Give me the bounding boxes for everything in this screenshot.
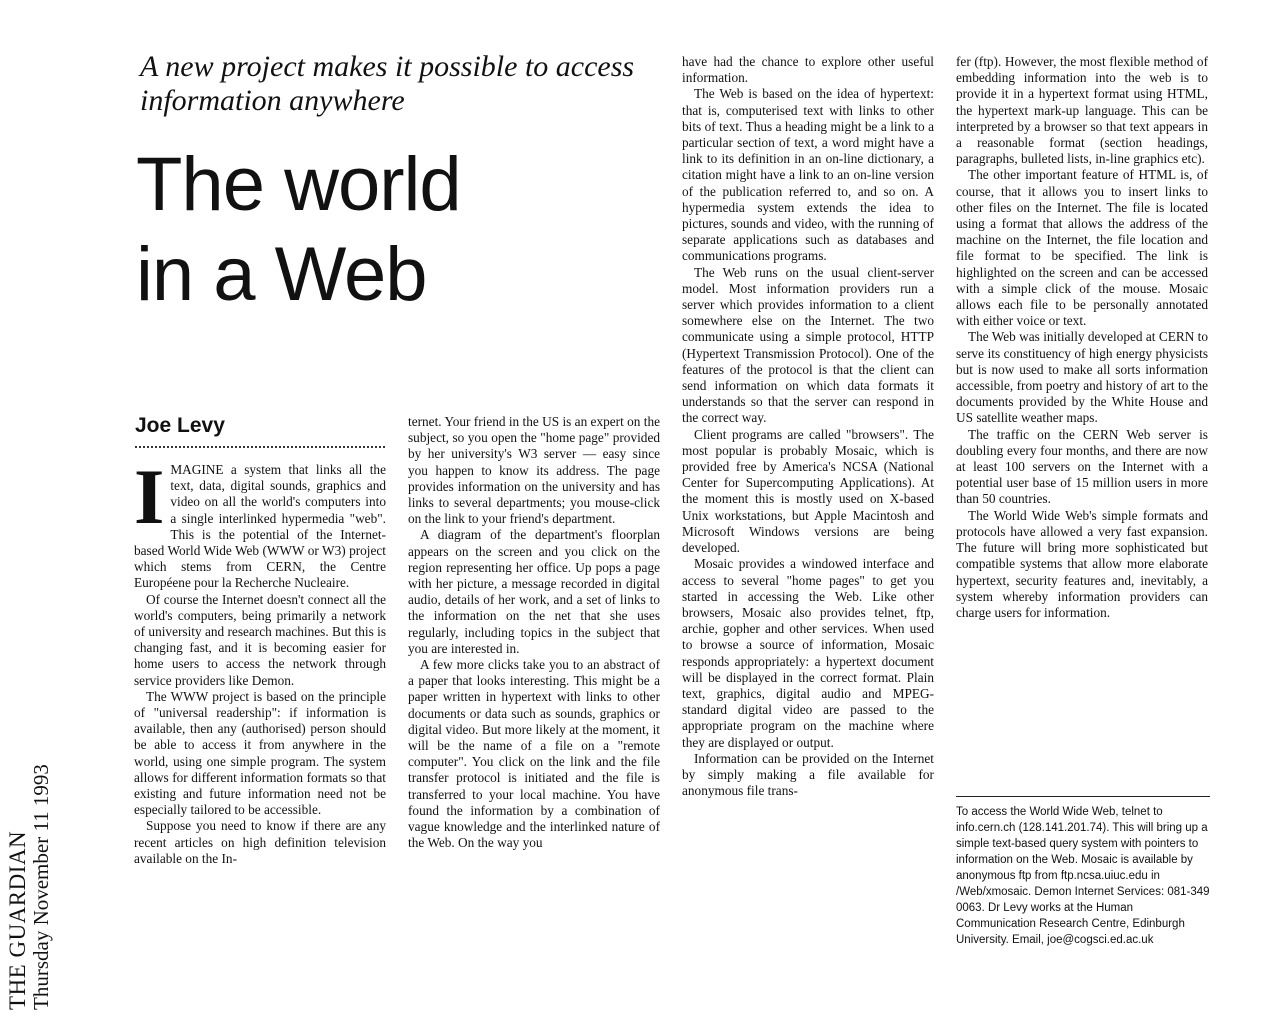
article-paragraph: The Web was initially developed at CERN to serve its constituency of high energy physicists but is now used to make all sorts information accessible, from poetry and history of art to the documents provided by the White House and US satellite weather maps. (956, 329, 1208, 426)
masthead-date: Thursday November 11 1993 (29, 764, 54, 1010)
article-paragraph: A diagram of the department's floorplan appears on the screen and you click on the region representing her office. Up pops a page with her picture, a message recorded in digital audio, details of her work, and a set of links to the information on the net that she uses regularly, including topics in the subject that you are interested in. (408, 527, 660, 656)
article-paragraph: A few more clicks take you to an abstract of a paper that looks interesting. This might be a paper written in hypertext with links to other documents or data such as sounds, graphics or digital video. But more likely at the moment, it will be the name of a file on a "remote computer". You click on the link and the file transfer protocol is initiated and the file is transferred to your local machine. You have found the information by a combination of vague knowledge and the interlinked nature of the Web. On the way you (408, 657, 660, 851)
article-paragraph: Of course the Internet doesn't connect all the world's computers, being primarily a network of university and research machines. But this is changing fast, and it is becoming easier for home users to access the network through service providers like Demon. (134, 591, 386, 688)
article-paragraph: The other important feature of HTML is, of course, that it allows you to insert links to other files on the Internet. The file is located using a format that allows the address of the machine on the Internet, the file location and file format to be specified. The link is highlighted on the screen and can be accessed with a simple click of the mouse. Mosaic allows each file to be personally annotated with either voice or text. (956, 167, 1208, 329)
headline (136, 140, 656, 320)
article-paragraph: Mosaic provides a windowed interface and access to several "home pages" to get you started in accessing the Web. Like other browsers, Mosaic also provides telnet, ftp, archie, gopher and other services. When used to browse a source of information, Mosaic responds appropriately: a hypertext document will be displayed in the correct format. Plain text, graphics, digital audio and MPEG-standard digital video are passed to the appropriate program on the machine where they are displayed or output. (682, 556, 934, 750)
article-paragraph: The Web is based on the idea of hypertext: that is, computerised text with links to other bits of text. Thus a heading might be a link to a particular section of text, a word might have a link to its definition in an on-line dictionary, a citation might have a link to an on-line version of the publication referred to, and so on. A hypermedia system extends the idea to pictures, sounds and video, with the running of separate applications such as databases and communications programs. (682, 86, 934, 264)
byline: Joe Levy (135, 414, 225, 437)
kicker: A new project makes it possible to access information anywhere (140, 50, 635, 117)
article-paragraph: Information can be provided on the Internet by simply making a file available for anonymous file trans- (682, 750, 934, 799)
article-paragraph: The Web runs on the usual client-server model. Most information providers run a server which provides information to a client somewhere else on the Internet. The two communicate using a simple protocol, HTTP (Hypertext Transmission Protocol). One of the features of the protocol is that the client can send information on which data formats it understands so that the server can respond in the correct way. (682, 264, 934, 426)
article-column-3 (682, 54, 934, 1024)
article-paragraph: fer (ftp). However, the most flexible method of embedding information into the web is to provide it in a hypertext format using HTML, the hypertext mark-up language. This can be interpreted by a browser so that text appears in a reasonable format (section headings, paragraphs, bulleted lists, in-line graphics etc). (956, 54, 1208, 167)
article-paragraph: have had the chance to explore other useful information. (682, 54, 934, 86)
article-paragraph: ternet. Your friend in the US is an expert on the subject, so you open the "home page" provided by her university's W3 server — easy since you happen to know its address. The page provides information on the university and has links to several departments; you mouse-click on the link to your friend's department. (408, 414, 660, 527)
article-paragraph: The traffic on the CERN Web server is doubling every four months, and there are now at least 100 servers on the Internet with a potential user base of 15 million users in more than 50 countries. (956, 426, 1208, 507)
article-column-4 (956, 54, 1208, 794)
article-column-2 (408, 414, 660, 1024)
article-paragraph (134, 462, 386, 592)
headline-line-2: in a Web (136, 232, 427, 317)
article-paragraph: The World Wide Web's simple formats and protocols have allowed a very fast expansion. The future will bring more sophisticated but compatible systems that allow more elaborate hypertext, security features and, inevitably, a system whereby information providers can charge users for information. (956, 507, 1208, 620)
article-column-1 (134, 462, 386, 1024)
sidebar-divider (956, 796, 1210, 797)
article-paragraph: The WWW project is based on the principle of "universal readership": if information is available, then any (authorised) person should be able to access it from anywhere in the world, using one simple program. The system allows for different information formats so that existing and future information need not be especially tailored to be accessible. (134, 688, 386, 818)
headline-line-1: The world (136, 142, 461, 227)
article-paragraph: Suppose you need to know if there are any recent articles on high definition television available on the In- (134, 818, 386, 866)
info-sidebar: To access the World Wide Web, telnet to info.cern.ch (128.141.201.74). This will bring up a simple text-based query system with pointers to information on the Web. Mosaic is available by anonymous ftp from ftp.ncsa.uiuc.edu in /Web/xmosaic. Demon Internet Services: 081-349 0063. Dr Levy works at the Human Communication Research Centre, Edinburgh University. Email, joe@cogsci.ed.ac.uk (956, 806, 1210, 946)
paragraph-text: MAGINE a system that links all the text, data, digital sounds, graphics and video on all the world's computers into a single interlinked hypermedia "web". This is the potential of the Internet-based World Wide Web (WWW or W3) project which stems from CERN, the Centre Européene pour la Recherche Nucleaire. (134, 462, 386, 591)
masthead (6, 680, 52, 1010)
masthead-paper-name: THE GUARDIAN (5, 830, 30, 1010)
drop-cap: I (134, 462, 165, 540)
article-paragraph: Client programs are called "browsers". The most popular is probably Mosaic, which is provided free by America's NCSA (National Center for Supercomputing Applications). At the moment this is mostly used on X-based Unix workstations, but Apple Macintosh and Microsoft Windows versions are being developed. (682, 426, 934, 556)
byline-divider (135, 446, 385, 448)
